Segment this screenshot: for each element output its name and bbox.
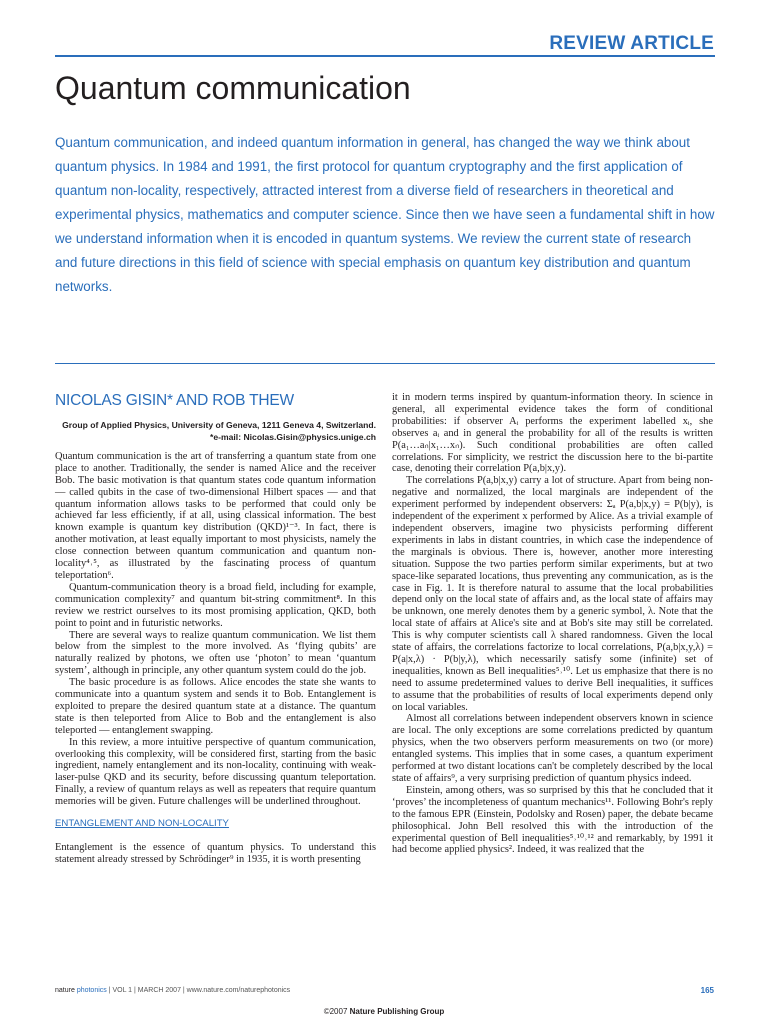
section-heading: ENTANGLEMENT AND NON-LOCALITY	[55, 818, 229, 830]
body-paragraph: Entanglement is the essence of quantum physics. To understand this statement already stressed by Schrödinger⁹ in 1935, it is worth presenting	[55, 842, 376, 865]
article-title: Quantum communication	[55, 70, 411, 106]
footer	[55, 987, 715, 994]
body-paragraph: Almost all correlations between independent observers known in science are local. The only exceptions are some correlations predicted by quantum physics, when the two observers perform measurements on two (or more) entangled systems. This implies that in some cases, a quantum experiment performed at two distant locations can't be completely described by the local state of affairs⁹, a very surprising prediction of quantum physics indeed.	[392, 713, 713, 784]
header-label: REVIEW ARTICLE	[549, 33, 714, 54]
body-paragraph: The basic procedure is as follows. Alice encodes the state she wants to communicate into a quantum system and sends it to Bob. Entanglement is exploited to prepare the desired quantum state at a distance. The quantum state is then teleported from Alice to Bob and the entanglement is also teleported — entanglement swapping.	[55, 677, 376, 736]
right-column	[392, 392, 713, 856]
authors: NICOLAS GISIN* AND ROB THEW	[55, 392, 294, 409]
affiliation-email[interactable]: *e-mail: Nicolas.Gisin@physics.unige.ch	[210, 431, 376, 442]
header-rule	[55, 55, 715, 57]
abstract: Quantum communication, and indeed quantum information in general, has changed the way we think about quantum physics. In 1984 and 1991, the first protocol for quantum cryptography and the first application of quantum non-locality, respectively, attracted interest from a diverse field of researchers in theoretical and experimental physics, mathematics and computer science. Since then we have seen a fundamental shift in how we understand information when it is encoded in quantum systems. We review the current state of research and future directions in this field of science with special emphasis on quantum key distribution and quantum networks.	[55, 135, 715, 294]
body-paragraph: The correlations P(a,b|x,y) carry a lot of structure. Apart from being non-negative and normalized, the local marginals are independent of the experiment performed by independent observers: Σₐ P(a,b|x,y) = P(b|y), is independent of the experiment x performed by Alice. As a trivial example of independent observers, imagine two physicists performing different experiments in labs in distant countries, in which case the independence of the marginals is obvious. There is, however, another more interesting situation. Suppose the two parties perform similar experiments, but at two space-like separated locations, thus preventing any communication, as is the case in Fig. 1. It is therefore natural to assume that the local probabilities depend only on the local state of affairs and, as the local state of affairs may be unknown, one merely denotes them by a generic symbol, λ. Note that the local state of affairs at Alice's site and at Bob's site may still be correlated. This is why computer scientists call λ shared randomness. Given the local state of affairs, the correlations factorize to local correlations, P(a,b|x,y,λ) = P(a|x,λ) · P(b|y,λ), which necessarily satisfy some (infinite) set of inequalities, known as Bell inequalities⁵˒¹⁰. Let us emphasize that there is no need to assume predetermined values to derive Bell inequalities, it suffices to assume that the probabilities of results of local experiments depend only on local variables.	[392, 475, 713, 713]
page-number: 165	[700, 986, 714, 995]
journal-name: photonics	[76, 987, 107, 994]
body-paragraph: Quantum communication is the art of transferring a quantum state from one place to another. Traditionally, the sender is named Alice and the receiver Bob. The basic motivation is that quantum states code quantum information — called qubits in the case of two-dimensional Hilbert spaces — and that quantum information allows tasks to be performed that could only be achieved far less efficiently, if at all, using classical information. The best known example is quantum key distribution (QKD)¹⁻³. In fact, there is another motivation, at least equally important to most physicists, namely the close connection between quantum communication and quantum non-locality⁴˒⁵, as illustrated by the fascinating process of quantum teleportation⁶.	[55, 450, 376, 581]
body-paragraph: it in modern terms inspired by quantum-information theory. In science in general, all experimental evidence takes the form of conditional probabilities: if observer Aᵢ performs the experiment labelled xᵢ, she observes aᵢ and in general the probability for all of the results is written P(a₁…aₙ|x₁…xₙ). Such conditional probabilities are often called correlations. For simplicity, we restrict the discussion here to the bi-partite case, denoting their correlation P(a,b|x,y).	[392, 392, 713, 475]
body-paragraph: There are several ways to realize quantum communication. We list them below from the simplest to the more involved. As ‘flying qubits’ are naturally realized by photons, we often use ‘photon’ to mean ‘quantum system’, although in principle, any other quantum system could do the job.	[55, 629, 376, 677]
journal-prefix: nature	[55, 987, 75, 994]
body-paragraph: Quantum-communication theory is a broad field, including for example, communication complexity⁷ and quantum bit-string commitment⁸. In this review we restrict ourselves to its most promising application, QKD, both point to point and in futuristic networks.	[55, 581, 376, 629]
left-column	[55, 392, 376, 866]
body-paragraph: In this review, a more intuitive perspective of quantum communication, overlooking this complexity, will be considered first, starting from the basic ingredient, namely entanglement and its non-locality, continuing with weak-laser-pulse QKD and its security, before discussing quantum teleportation. Finally, a review of quantum relays as well as repeaters that require quantum memories will be given. Future challenges will be underlined throughout.	[55, 736, 376, 808]
body-paragraph: Einstein, among others, was so surprised by this that he concluded that it ‘proves’ the incompleteness of quantum mechanics¹¹. Following Bohr's reply to the famous EPR (Einstein, Podolsky and Rosen) paper, the debate became philosophical. John Bell resolved this with the introduction of the experimental question of Bell inequalities⁵˒¹⁰˒¹² and remarkably, by 1991 it had become applied physics². Indeed, it was realized that the	[392, 784, 713, 856]
copyright-prefix: ©2007	[323, 1007, 350, 1016]
abstract-divider	[55, 363, 715, 364]
publisher-name: Nature Publishing Group	[349, 1007, 445, 1016]
copyright	[0, 1007, 768, 1016]
affiliation-address: Group of Applied Physics, University of Geneva, 1211 Geneva 4, Switzerland.	[62, 419, 376, 430]
footer-info: | VOL 1 | MARCH 2007 | www.nature.com/naturephotonics	[106, 987, 291, 994]
affiliation	[55, 419, 376, 443]
